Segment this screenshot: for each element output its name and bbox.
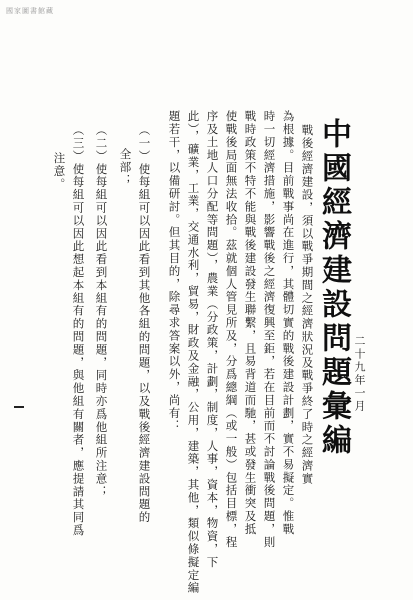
body-line: 全部；	[118, 148, 133, 187]
body-line: 題若干，以備研討。但其目的，除尋求答案以外，尚有：	[167, 110, 182, 433]
page-number	[4, 398, 14, 413]
page-number-mark	[14, 406, 24, 408]
library-stamp: 國家圖書館藏	[6, 7, 54, 15]
body-line: 戰後經濟建設，須以戰爭期間之經濟狀況及戰爭終了時之經濟實	[300, 124, 315, 486]
body-line: 此），礦業，工業，交通水利，貿易，財政及金融，公用，建築，其他，類似條擬定編	[186, 110, 201, 595]
body-line: （二）使每組可以因此看到本組有的問題，同時亦爲他組所注意；	[94, 124, 109, 499]
body-line: 戰時政策不特不能與戰後建設發生聯繫，且易背道而馳，甚或發生衝突及抵	[243, 110, 258, 536]
body-line: 序及土地人口分配等問題），農業（分政策，計劃，制度，人事，資本，物資，下	[205, 110, 220, 569]
body-line: （一）使每組可以因此看到其他各組的問題，以及戰後經濟建設問題的	[137, 124, 152, 524]
body-line: 為根據。目前戰事尚在進行，其體切實的戰後建設計劃，實不易擬定。惟戰	[281, 110, 296, 536]
body-line: 時一切經濟措施，影響戰後之經濟復興至鉅，若在目前而不討論戰後問題，則	[262, 110, 277, 549]
body-line: 使戰後局面無法收拾。茲就個人管見所及，分爲總綱（或一般）包括目標，程	[224, 110, 239, 549]
page-title: 中國經濟建設問題彙編	[316, 118, 351, 458]
body-line: （三）使每組可以因此想起本組有的問題，與他組有關者，應提請其同爲	[71, 124, 86, 537]
body-line: 注意。	[52, 152, 67, 191]
publication-date: 二十九年一月	[353, 335, 366, 413]
